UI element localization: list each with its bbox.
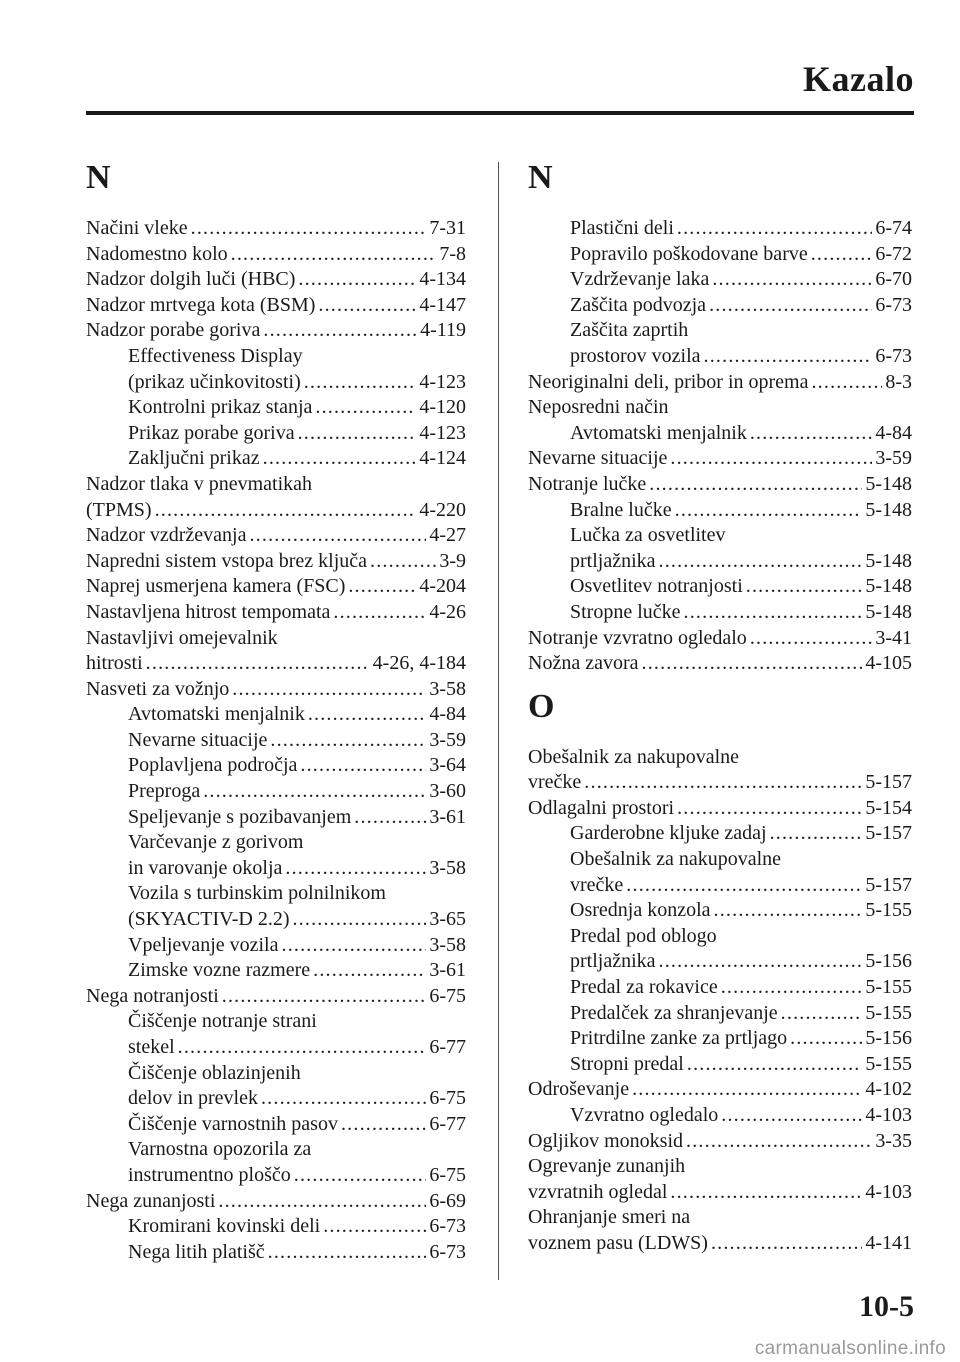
index-entry <box>86 293 466 319</box>
dot-leader <box>249 523 426 549</box>
entry-page-reference: 5-156 <box>865 950 912 973</box>
index-subentry <box>528 975 912 1001</box>
index-entry <box>528 1154 912 1180</box>
entry-label: Načini vleke <box>86 217 188 239</box>
index-subentry <box>86 958 466 984</box>
dot-leader <box>298 267 416 293</box>
entry-label: prtljažnika <box>570 950 656 973</box>
index-subentry <box>528 600 912 626</box>
index-subentry <box>86 421 466 447</box>
entry-page-reference: 4-124 <box>419 447 466 470</box>
entry-label: Notranje lučke <box>528 472 647 495</box>
dot-leader <box>270 728 426 754</box>
index-subentry <box>528 242 912 268</box>
entry-page-reference: 5-157 <box>865 873 912 896</box>
entry-page-reference: 4-103 <box>865 1180 912 1203</box>
dot-leader <box>684 600 863 626</box>
index-subentry <box>86 1240 466 1266</box>
index-subentry <box>86 395 466 421</box>
entry-label: Nožna zavora <box>528 652 639 675</box>
dot-leader <box>146 651 370 677</box>
entry-page-reference: 3-9 <box>439 549 466 572</box>
dot-leader <box>721 975 863 1001</box>
dot-leader <box>315 395 416 421</box>
entry-label: Nastavljivi omejevalnik <box>86 626 278 649</box>
entry-label: Notranje vzvratno ogledalo <box>528 626 747 649</box>
dot-leader <box>670 1180 862 1206</box>
index-entry <box>528 395 912 421</box>
dot-leader <box>191 216 427 242</box>
index-entry <box>86 267 466 293</box>
entry-label: Kontrolni prikaz stanja <box>128 396 313 419</box>
dot-leader <box>203 779 426 805</box>
dot-leader <box>811 242 873 268</box>
index-entry <box>86 549 466 575</box>
dot-leader <box>263 318 417 344</box>
entry-page-reference: 3-59 <box>875 447 912 470</box>
entry-label: Varnostna opozorila za <box>128 1138 312 1161</box>
entry-label: Zaščita zaprtih <box>570 319 689 342</box>
entry-page-reference: 4-123 <box>419 421 466 444</box>
index-entry <box>86 318 466 344</box>
dot-leader <box>711 1231 862 1257</box>
entry-label: Bralne lučke <box>570 498 672 521</box>
index-entry <box>86 984 466 1010</box>
dot-leader <box>750 626 873 652</box>
index-subentry <box>528 821 912 847</box>
index-subentry <box>528 216 912 242</box>
entry-label: Nadzor tlaka v pnevmatikah <box>86 472 313 495</box>
entry-page-reference: 6-72 <box>875 242 912 265</box>
entry-label: Stropne lučke <box>570 600 681 623</box>
dot-leader <box>675 498 863 524</box>
entry-page-reference: 6-73 <box>429 1215 466 1238</box>
index-entry <box>86 600 466 626</box>
index-subentry <box>86 933 466 959</box>
index-entry <box>86 626 466 652</box>
entry-label: Nega zunanjosti <box>86 1189 216 1212</box>
entry-page-reference: 4-26 <box>429 600 466 623</box>
page-header-title: Kazalo <box>803 59 914 99</box>
entry-page-reference: 3-61 <box>429 805 466 828</box>
dot-leader <box>341 1112 426 1138</box>
entry-page-reference: 5-157 <box>865 771 912 794</box>
entry-page-reference: 3-58 <box>429 856 466 879</box>
entry-label: Čiščenje notranje strani <box>128 1010 317 1033</box>
index-entry-list <box>86 216 466 1265</box>
index-subentry <box>86 1086 466 1112</box>
dot-leader <box>750 421 873 447</box>
index-subentry <box>528 949 912 975</box>
index-subentry <box>528 1052 912 1078</box>
entry-label: prtljažnika <box>570 549 656 572</box>
section-letter-n-continued: N <box>528 159 553 196</box>
index-subentry <box>86 779 466 805</box>
index-entry <box>86 677 466 703</box>
entry-label: Lučka za osvetlitev <box>570 524 726 547</box>
entry-label: (SKYACTIV-D 2.2) <box>128 908 290 931</box>
entry-page-reference: 4-220 <box>419 498 466 521</box>
entry-label: Osrednja konzola <box>570 899 711 922</box>
dot-leader <box>304 370 417 396</box>
dot-leader <box>354 805 426 831</box>
index-subentry <box>528 847 912 873</box>
dot-leader <box>632 1077 862 1103</box>
entry-page-reference: 4-147 <box>419 293 466 316</box>
entry-page-reference: 3-61 <box>429 959 466 982</box>
index-entry <box>86 523 466 549</box>
dot-leader <box>687 1052 862 1078</box>
entry-page-reference: 5-148 <box>865 549 912 572</box>
dot-leader <box>263 446 417 472</box>
entry-label: Vozila s turbinskim polnilnikom <box>128 882 386 905</box>
entry-label: Zimske vozne razmere <box>128 959 311 982</box>
dot-leader <box>313 958 426 984</box>
entry-page-reference: 4-134 <box>419 268 466 291</box>
index-subentry <box>86 753 466 779</box>
dot-leader <box>285 856 426 882</box>
dot-leader <box>714 898 863 924</box>
entry-label: Neoriginalni deli, pribor in oprema <box>528 370 809 393</box>
index-entry <box>86 472 466 498</box>
dot-leader <box>781 1001 863 1027</box>
entry-label: Avtomatski menjalnik <box>128 703 305 726</box>
index-subentry <box>528 293 912 319</box>
index-subentry <box>528 1001 912 1027</box>
entry-label: Popravilo poškodovane barve <box>570 242 808 265</box>
entry-page-reference: 6-70 <box>875 268 912 291</box>
entry-page-reference: 6-69 <box>429 1189 466 1212</box>
index-subentry <box>528 421 912 447</box>
entry-page-reference: 3-60 <box>429 780 466 803</box>
index-subentry <box>86 1137 466 1163</box>
entry-page-reference: 5-154 <box>865 796 912 819</box>
entry-page-reference: 4-141 <box>865 1231 912 1254</box>
dot-leader <box>584 770 862 796</box>
entry-page-reference: 3-58 <box>429 677 466 700</box>
entry-page-reference: 3-58 <box>429 933 466 956</box>
entry-label: Stropni predal <box>570 1052 684 1075</box>
entry-label: Odlagalni prostori <box>528 796 675 819</box>
dot-leader <box>649 472 862 498</box>
index-subentry <box>86 1009 466 1035</box>
entry-label: Obešalnik za nakupovalne <box>570 848 782 871</box>
dot-leader <box>308 702 427 728</box>
entry-page-reference: 4-204 <box>419 575 466 598</box>
entry-page-reference: 3-59 <box>429 728 466 751</box>
entry-label: Nega litih platišč <box>128 1240 265 1263</box>
index-subentry <box>528 549 912 575</box>
entry-label: Predal za rokavice <box>570 976 718 999</box>
entry-label: voznem pasu (LDWS) <box>528 1231 708 1254</box>
entry-label: Zaščita podvozja <box>570 293 707 316</box>
entry-label: Varčevanje z gorivom <box>128 831 304 854</box>
page-number: 10-5 <box>859 1290 914 1323</box>
dot-leader <box>770 821 863 847</box>
entry-page-reference: 7-31 <box>429 217 466 239</box>
dot-leader <box>222 984 427 1010</box>
entry-label: Preproga <box>128 780 201 803</box>
index-subentry <box>86 1035 466 1061</box>
index-subentry <box>86 344 466 370</box>
entry-page-reference: 4-84 <box>875 421 912 444</box>
index-subentry <box>86 907 466 933</box>
dot-leader <box>298 421 417 447</box>
entry-label: stekel <box>128 1036 175 1058</box>
dot-leader <box>659 949 863 975</box>
entry-page-reference: 6-75 <box>429 984 466 1007</box>
entry-page-reference: 4-27 <box>429 524 466 547</box>
index-subentry <box>528 574 912 600</box>
entry-label: Nega notranjosti <box>86 984 219 1007</box>
dot-leader <box>370 549 436 575</box>
index-entry <box>528 446 912 472</box>
entry-page-reference: 4-102 <box>865 1078 912 1101</box>
entry-label: Naprej usmerjena kamera (FSC) <box>86 575 346 598</box>
entry-label: Neposredni način <box>528 396 669 419</box>
dot-leader <box>626 873 862 899</box>
entry-label: Effectiveness Display <box>128 344 303 367</box>
index-entry <box>86 1189 466 1215</box>
entry-page-reference: 4-84 <box>429 703 466 726</box>
dot-leader <box>746 574 863 600</box>
entry-label: Ogljikov monoksid <box>528 1129 684 1152</box>
dot-leader <box>323 1214 426 1240</box>
index-subentry <box>528 1103 912 1129</box>
index-subentry <box>528 267 912 293</box>
entry-label: Nevarne situacije <box>128 728 268 751</box>
dot-leader <box>709 293 872 319</box>
entry-label: Nadzor dolgih luči (HBC) <box>86 268 296 291</box>
index-subentry <box>86 830 466 856</box>
index-subentry <box>86 446 466 472</box>
index-entry <box>528 626 912 652</box>
dot-leader <box>348 574 416 600</box>
index-entry <box>528 651 912 677</box>
entry-label: Pritrdilne zanke za prtljago <box>570 1027 788 1050</box>
entry-label: Avtomatski menjalnik <box>570 421 747 444</box>
entry-label: Vzvratno ogledalo <box>570 1104 719 1126</box>
index-entry <box>528 796 912 822</box>
entry-label: Obešalnik za nakupovalne <box>528 745 740 768</box>
index-subentry <box>528 873 912 899</box>
entry-label: prostorov vozila <box>570 344 701 367</box>
section-letter-o: O <box>528 687 555 725</box>
entry-page-reference: 5-155 <box>865 1052 912 1075</box>
entry-label: Nastavljena hitrost tempomata <box>86 600 331 623</box>
entry-page-reference: 6-77 <box>429 1112 466 1135</box>
entry-page-reference: 4-103 <box>865 1104 912 1126</box>
dot-leader <box>642 651 863 677</box>
header-divider <box>86 111 914 115</box>
entry-label: Predalček za shranjevanje <box>570 1001 778 1024</box>
entry-label: Nadzor vzdrževanja <box>86 524 247 547</box>
dot-leader <box>155 498 417 524</box>
entry-page-reference: 4-26, 4-184 <box>372 652 466 675</box>
dot-leader <box>231 242 437 268</box>
dot-leader <box>261 1086 426 1112</box>
entry-page-reference: 6-77 <box>429 1036 466 1058</box>
entry-label: Osvetlitev notranjosti <box>570 575 743 598</box>
dot-leader <box>721 1103 862 1129</box>
index-entry <box>528 1129 912 1155</box>
entry-label: delov in prevlek <box>128 1087 258 1110</box>
dot-leader <box>670 446 872 472</box>
dot-leader <box>686 1129 872 1155</box>
index-subentry <box>86 1112 466 1138</box>
dot-leader <box>232 677 426 703</box>
entry-label: Poplavljena področja <box>128 754 298 777</box>
entry-page-reference: 3-35 <box>875 1129 912 1152</box>
entry-label: Čiščenje varnostnih pasov <box>128 1112 338 1135</box>
index-subentry <box>86 1061 466 1087</box>
entry-label: Čiščenje oblazinjenih <box>128 1061 301 1084</box>
entry-label: vrečke <box>570 873 624 896</box>
index-column-right <box>528 160 912 1257</box>
dot-leader <box>292 907 426 933</box>
index-subentry <box>86 370 466 396</box>
dot-leader <box>178 1035 427 1061</box>
index-entry <box>528 370 912 396</box>
entry-label: Speljevanje s pozibavanjem <box>128 805 352 828</box>
dot-leader <box>677 796 862 822</box>
entry-label: Nevarne situacije <box>528 447 668 470</box>
entry-page-reference: 4-120 <box>419 396 466 419</box>
dot-leader <box>811 370 882 396</box>
index-subentry <box>528 924 912 950</box>
entry-label: Zaključni prikaz <box>128 447 260 470</box>
entry-label: Odroševanje <box>528 1078 630 1101</box>
entry-label: Vzdrževanje laka <box>570 268 710 291</box>
entry-label: Plastični deli <box>570 217 674 239</box>
entry-page-reference: 6-75 <box>429 1163 466 1186</box>
entry-page-reference: 6-74 <box>875 217 912 239</box>
entry-label: Nadzor mrtvega kota (BSM) <box>86 293 316 316</box>
entry-page-reference: 5-148 <box>865 498 912 521</box>
index-entry <box>528 472 912 498</box>
dot-leader <box>659 549 863 575</box>
dot-leader <box>218 1189 426 1215</box>
index-subentry <box>86 1163 466 1189</box>
entry-page-reference: 5-148 <box>865 600 912 623</box>
index-entry <box>528 1077 912 1103</box>
index-entry <box>86 242 466 268</box>
entry-label: Nadomestno kolo <box>86 242 228 265</box>
entry-label: Vpeljevanje vozila <box>128 933 279 956</box>
entry-label: in varovanje okolja <box>128 856 283 879</box>
section-letter-n: N <box>86 159 111 196</box>
index-subentry <box>86 856 466 882</box>
dot-leader <box>677 216 872 242</box>
entry-page-reference: 3-65 <box>429 908 466 931</box>
entry-label: Ogrevanje zunanjih <box>528 1155 686 1178</box>
dot-leader <box>282 933 427 959</box>
column-divider <box>498 162 499 1280</box>
index-subentry <box>528 898 912 924</box>
dot-leader <box>712 267 872 293</box>
entry-label: Napredni sistem vstopa brez ključa <box>86 549 368 572</box>
index-entry <box>528 1180 912 1206</box>
entry-page-reference: 6-75 <box>429 1087 466 1110</box>
entry-label: (prikaz učinkovitosti) <box>128 370 301 393</box>
entry-label: Predal pod oblogo <box>570 924 717 947</box>
index-entry <box>528 745 912 771</box>
entry-page-reference: 3-41 <box>875 626 912 649</box>
dot-leader <box>294 1163 427 1189</box>
entry-page-reference: 4-105 <box>865 652 912 675</box>
entry-label: (TPMS) <box>86 498 152 521</box>
dot-leader <box>790 1026 862 1052</box>
entry-page-reference: 5-155 <box>865 976 912 999</box>
index-entry <box>528 1231 912 1257</box>
entry-label: hitrosti <box>86 652 143 675</box>
entry-page-reference: 5-155 <box>865 1001 912 1024</box>
watermark: carmanualsonline.info <box>754 1338 946 1359</box>
index-subentry <box>528 498 912 524</box>
index-entry <box>528 770 912 796</box>
index-subentry <box>86 1214 466 1240</box>
index-subentry <box>528 344 912 370</box>
index-entry <box>86 498 466 524</box>
entry-page-reference: 5-157 <box>865 822 912 845</box>
index-subentry <box>86 881 466 907</box>
entry-label: Ohranjanje smeri na <box>528 1206 691 1229</box>
entry-page-reference: 3-64 <box>429 754 466 777</box>
entry-page-reference: 7-8 <box>439 242 466 265</box>
entry-label: instrumentno ploščo <box>128 1163 291 1186</box>
entry-page-reference: 5-148 <box>865 472 912 495</box>
entry-label: vzvratnih ogledal <box>528 1180 668 1203</box>
index-subentry <box>528 523 912 549</box>
entry-page-reference: 5-148 <box>865 575 912 598</box>
dot-leader <box>300 753 426 779</box>
dot-leader <box>704 344 873 370</box>
index-entry-list <box>528 745 912 1257</box>
dot-leader <box>333 600 426 626</box>
entry-page-reference: 5-156 <box>865 1027 912 1050</box>
entry-label: Nasveti za vožnjo <box>86 677 230 700</box>
index-subentry <box>86 805 466 831</box>
dot-leader <box>268 1240 427 1266</box>
entry-label: Nadzor porabe goriva <box>86 319 261 342</box>
entry-label: Kromirani kovinski deli <box>128 1215 321 1238</box>
entry-page-reference: 5-155 <box>865 899 912 922</box>
index-subentry <box>528 318 912 344</box>
index-entry <box>86 574 466 600</box>
dot-leader <box>318 293 416 319</box>
entry-label: Garderobne kljuke zadaj <box>570 822 767 845</box>
entry-page-reference: 6-73 <box>429 1240 466 1263</box>
entry-page-reference: 6-73 <box>875 344 912 367</box>
index-entry <box>528 1205 912 1231</box>
index-column-left <box>86 160 466 1265</box>
entry-page-reference: 8-3 <box>885 370 912 393</box>
index-subentry <box>528 1026 912 1052</box>
entry-page-reference: 4-119 <box>420 319 466 342</box>
index-entry <box>86 216 466 242</box>
entry-label: Prikaz porabe goriva <box>128 421 295 444</box>
entry-label: vrečke <box>528 771 582 794</box>
index-subentry <box>86 728 466 754</box>
index-entry-list <box>528 216 912 677</box>
entry-page-reference: 6-73 <box>875 293 912 316</box>
index-subentry <box>86 702 466 728</box>
entry-page-reference: 4-123 <box>419 370 466 393</box>
index-entry <box>86 651 466 677</box>
